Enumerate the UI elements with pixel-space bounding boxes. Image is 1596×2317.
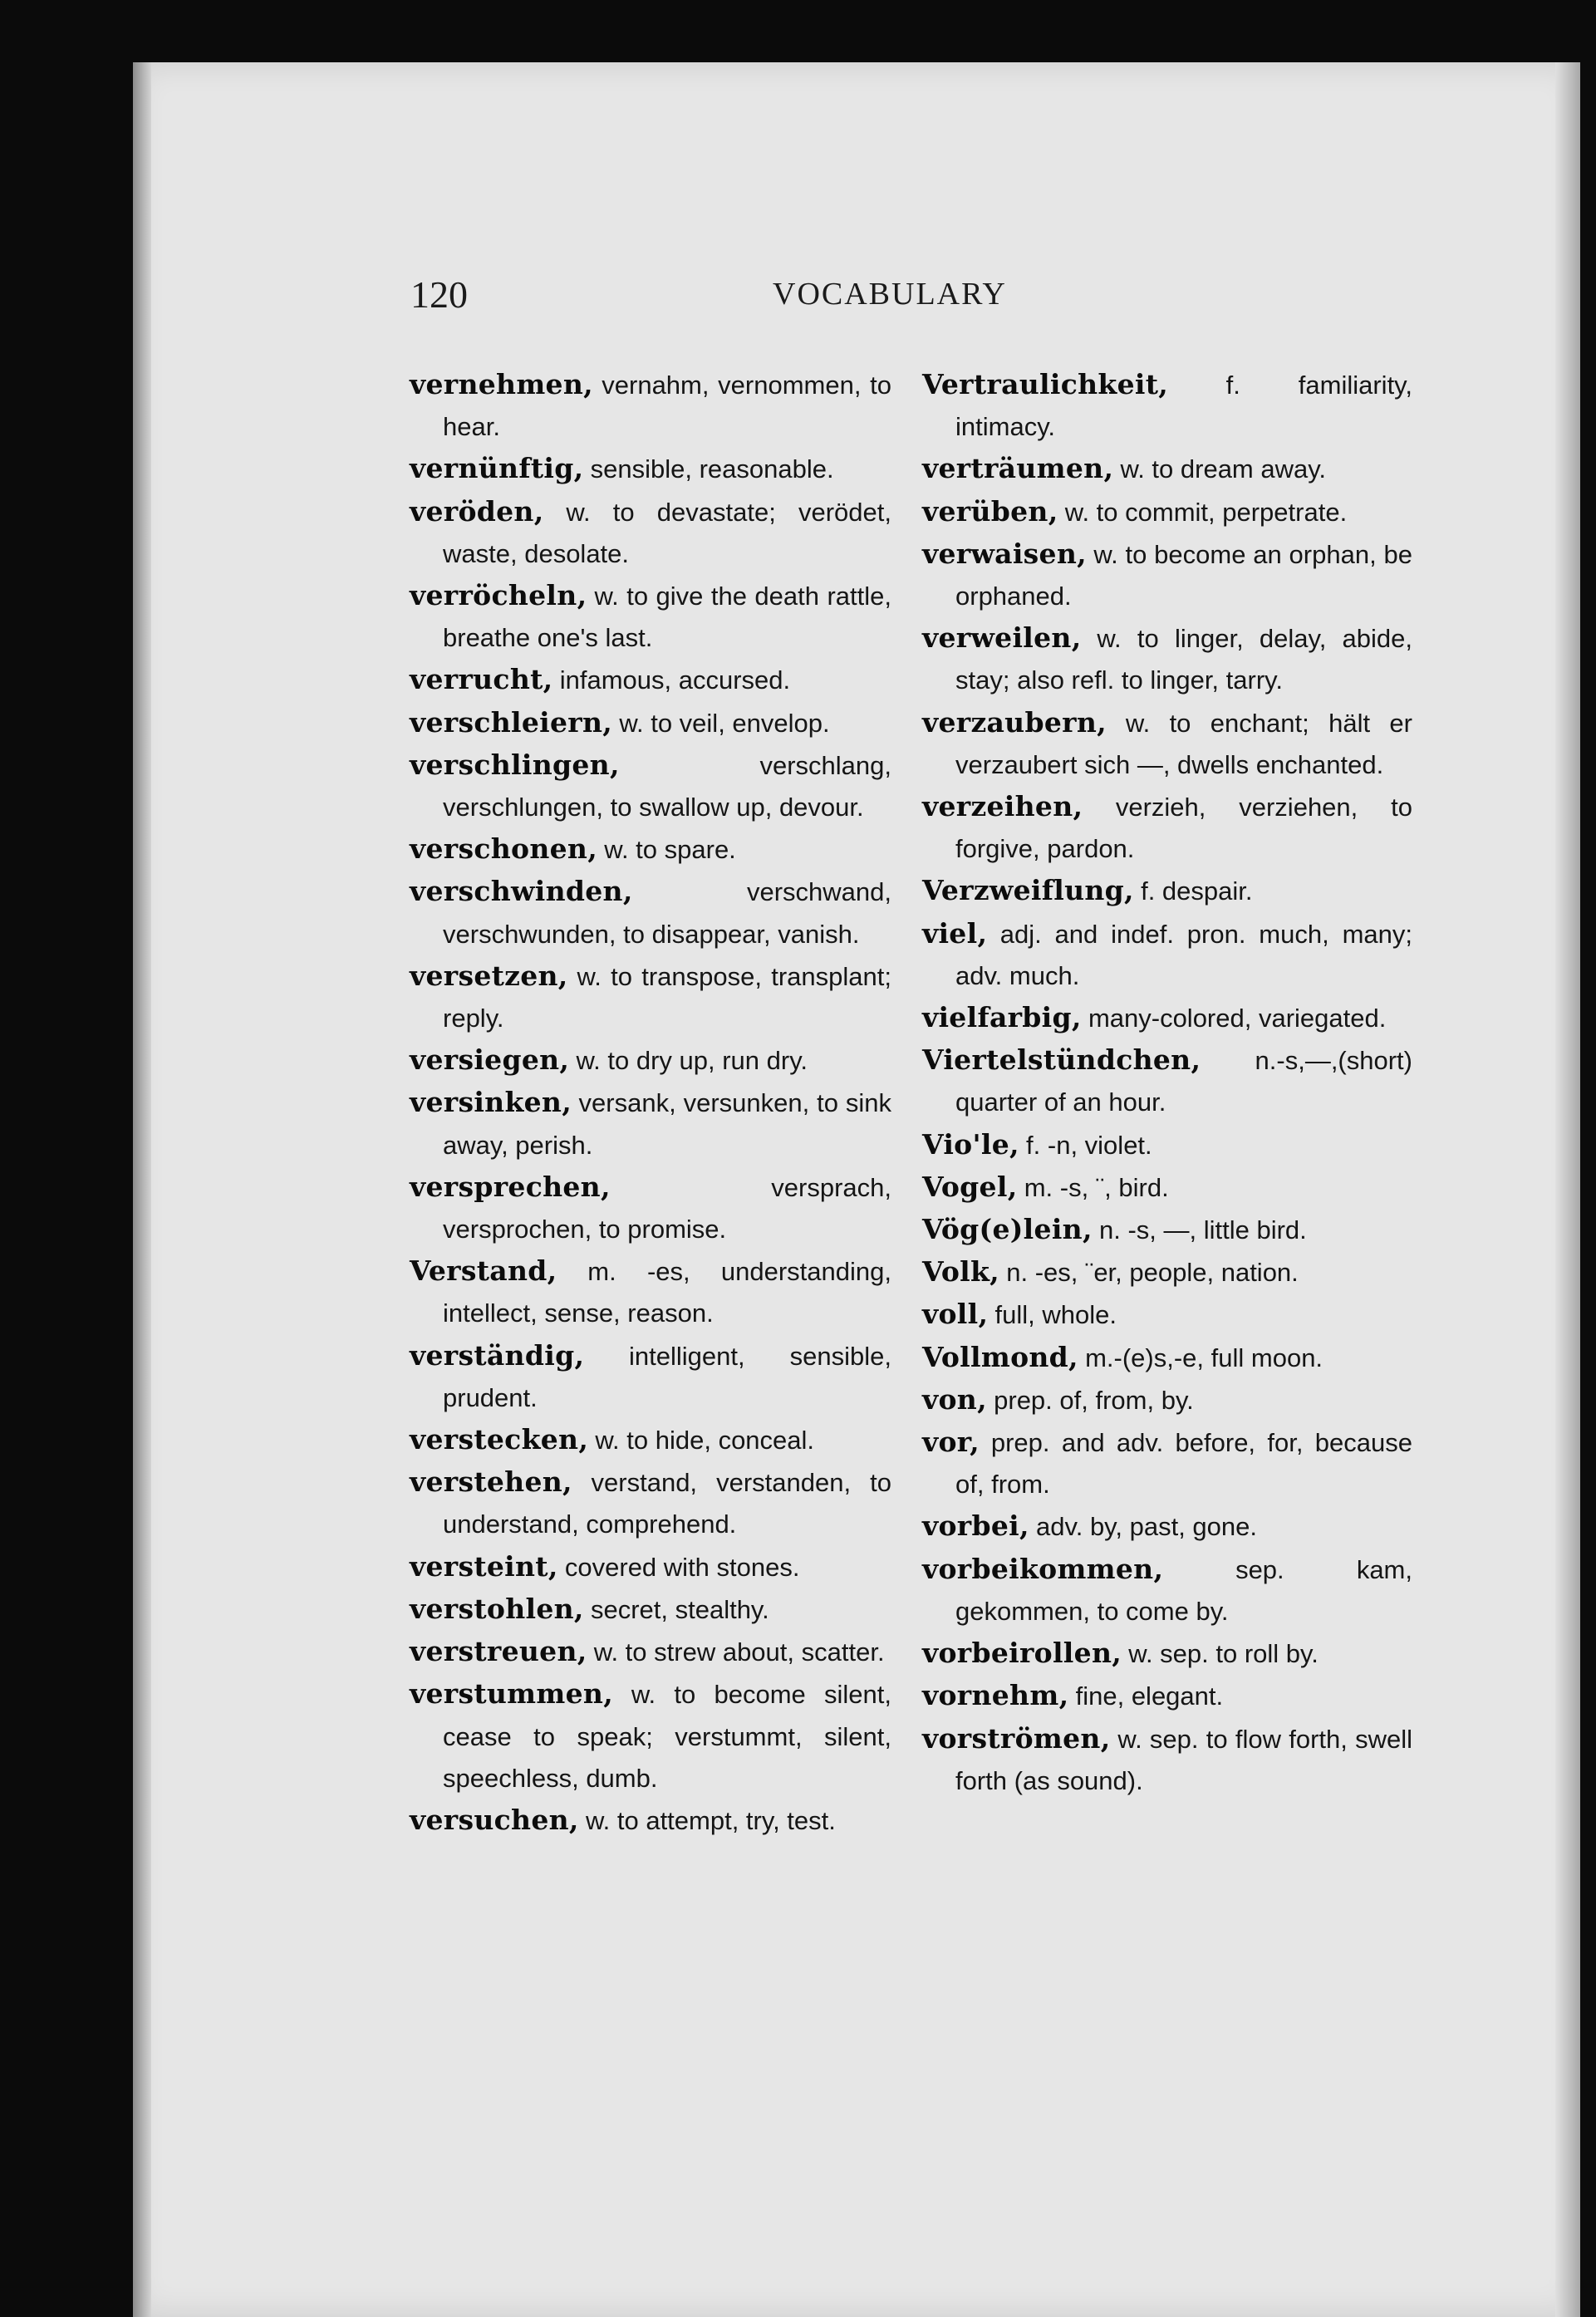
vocab-entry (410, 871, 891, 955)
headword: verstecken, (410, 1423, 589, 1456)
definition: secret, stealthy. (590, 1594, 769, 1624)
definition: vernahm, vernommen, to hear. (443, 371, 891, 442)
vocab-entry (922, 1293, 1412, 1336)
definition: w. to transpose, transplant; reply. (443, 961, 891, 1033)
definition: sensible, reasonable. (590, 454, 834, 484)
definition: verzieh, verziehen, to forgive, pardon. (955, 793, 1413, 864)
definition: covered with stones. (564, 1552, 800, 1582)
definition: m. -es, understanding, intellect, sense, reason. (443, 1257, 891, 1328)
headword: von, (922, 1382, 987, 1416)
headword: verzaubern, (922, 705, 1107, 739)
vocab-entry (922, 913, 1412, 997)
definition: versank, versunken, to sink away, perish. (443, 1088, 891, 1160)
definition: verschlang, verschlungen, to swallow up, devour. (443, 750, 891, 822)
definition: n. -es, ¨er, people, nation. (1006, 1258, 1299, 1288)
vocab-entry (410, 1799, 891, 1842)
vocab-entry (922, 617, 1412, 701)
definition: intelligent, sensible, prudent. (443, 1341, 891, 1412)
page-gutter-edge (133, 62, 151, 2317)
headword: verschonen, (410, 832, 598, 866)
vocab-entry (922, 870, 1412, 912)
headword: vernehmen, (410, 368, 593, 400)
definition: w. to spare. (604, 835, 736, 865)
headword: verstehen, (410, 1465, 572, 1499)
headword: vor, (922, 1426, 980, 1459)
vocab-entry (410, 1250, 891, 1334)
headword: voll, (922, 1298, 989, 1331)
vocab-entry (922, 1549, 1412, 1632)
definition: w. to hide, conceal. (595, 1426, 815, 1455)
vocab-entry (922, 1124, 1412, 1166)
vocab-entry (922, 491, 1412, 533)
definition: w. to enchant; hält er verzaubert sich —, dwells enchanted. (955, 708, 1412, 779)
definition: w. to strew about, scatter. (593, 1637, 885, 1667)
definition: w. to dry up, run dry. (576, 1046, 808, 1076)
vocab-entry (922, 786, 1412, 870)
definition: w. sep. to flow forth, swell forth (as sound). (955, 1724, 1413, 1795)
vocab-entry (410, 1461, 891, 1545)
headword: vorströmen, (922, 1721, 1111, 1755)
definition: w. to give the death rattle, breathe one's last. (443, 582, 892, 653)
definition: infamous, accursed. (559, 665, 791, 695)
definition: n.-s,—,(short) quarter of an hour. (955, 1046, 1412, 1117)
page-number: 120 (410, 273, 468, 316)
headword: verrucht, (410, 663, 553, 696)
headword: verstohlen, (410, 1592, 584, 1625)
headword: Vollmond, (922, 1340, 1078, 1373)
headword: versprechen, (410, 1170, 611, 1203)
vocab-entry (410, 659, 891, 701)
vocab-entry (410, 1419, 891, 1461)
headword: versinken, (410, 1086, 572, 1119)
vocab-entry (922, 1039, 1412, 1123)
vocab-entry (410, 744, 891, 828)
vocab-entry (410, 1335, 891, 1419)
definition: prep. of, from, by. (994, 1385, 1194, 1415)
definition: w. sep. to roll by. (1128, 1639, 1319, 1669)
headword: verwaisen, (922, 537, 1087, 570)
right-column (922, 364, 1412, 1802)
vocab-entry (922, 1251, 1412, 1293)
definition: verstand, verstanden, to understand, comprehend. (443, 1468, 891, 1539)
definition: w. to devastate; verödet, waste, desolate. (443, 497, 891, 568)
vocab-entry (922, 1505, 1412, 1548)
page-outer-edge (1555, 62, 1580, 2317)
left-column (410, 364, 891, 1842)
definition: m. -s, ¨, bird. (1024, 1172, 1169, 1202)
definition: w. to linger, delay, abide, stay; also refl. to linger, tarry. (955, 624, 1413, 695)
vocab-entry (410, 955, 891, 1039)
vocab-entry (922, 1421, 1412, 1505)
vocab-entry (922, 1379, 1412, 1421)
headword: vielfarbig, (922, 1001, 1082, 1034)
vocab-entry (922, 702, 1412, 786)
vocab-entry (410, 364, 891, 448)
vocab-entry (410, 491, 891, 575)
definition: sep. kam, gekommen, to come by. (955, 1554, 1412, 1626)
definition: f. despair. (1141, 876, 1253, 906)
vocab-entry (922, 533, 1412, 617)
definition: w. to attempt, try, test. (585, 1805, 836, 1835)
vocab-entry (922, 1337, 1412, 1379)
headword: versiegen, (410, 1043, 570, 1077)
headword: Vertraulichkeit, (922, 368, 1169, 400)
headword: vorbeirollen, (922, 1637, 1122, 1670)
headword: viel, (922, 916, 988, 950)
headword: Volk, (922, 1255, 999, 1289)
definition: adv. by, past, gone. (1036, 1512, 1257, 1542)
vocab-entry (922, 448, 1412, 490)
vocab-entry (922, 997, 1412, 1039)
headword: vernünftig, (410, 452, 584, 485)
headword: Vög(e)lein, (922, 1213, 1093, 1246)
definition: w. to veil, envelop. (619, 708, 830, 738)
vocab-entry (410, 702, 891, 744)
headword: verschleiern, (410, 705, 613, 739)
headword: veröden, (410, 494, 544, 528)
definition: w. to commit, perpetrate. (1064, 497, 1348, 527)
headword: versuchen, (410, 1803, 579, 1836)
definition: full, whole. (994, 1300, 1117, 1330)
running-title: VOCABULARY (773, 277, 1007, 312)
definition: prep. and adv. before, for, because of, from. (955, 1428, 1412, 1500)
headword: verstreuen, (410, 1635, 587, 1668)
headword: verstummen, (410, 1677, 613, 1711)
vocab-entry (410, 1082, 891, 1166)
headword: verzeihen, (922, 790, 1083, 823)
vocab-entry (410, 1588, 891, 1631)
definition: many-colored, variegated. (1088, 1004, 1387, 1033)
page-header (0, 272, 1596, 322)
headword: verträumen, (922, 452, 1114, 485)
definition: m.-(e)s,-e, full moon. (1085, 1343, 1323, 1372)
definition: f. -n, violet. (1026, 1130, 1152, 1160)
headword: Verzweiflung, (922, 874, 1134, 907)
headword: Vio'le, (922, 1127, 1019, 1161)
headword: versetzen, (410, 959, 568, 992)
definition: w. to become an orphan, be orphaned. (955, 539, 1412, 611)
vocab-entry (410, 1039, 891, 1082)
vocab-entry (922, 1632, 1412, 1675)
vocab-entry (410, 448, 891, 490)
headword: versteint, (410, 1549, 558, 1583)
definition: fine, elegant. (1075, 1681, 1224, 1711)
headword: verweilen, (922, 621, 1082, 655)
vocab-entry (922, 1166, 1412, 1209)
definition: w. to dream away. (1120, 454, 1327, 484)
headword: Verstand, (410, 1254, 557, 1288)
vocab-entry (410, 575, 891, 659)
headword: verständig, (410, 1338, 585, 1372)
headword: verschlingen, (410, 748, 620, 781)
vocab-entry (410, 1166, 891, 1250)
vocab-entry (410, 1673, 891, 1799)
definition: adj. and indef. pron. much, many; adv. much. (955, 919, 1412, 990)
vocab-entry (922, 364, 1412, 448)
vocab-entry (410, 828, 891, 871)
headword: verüben, (922, 494, 1058, 528)
headword: vorbeikommen, (922, 1552, 1164, 1585)
vocab-entry (410, 1546, 891, 1588)
headword: vorbei, (922, 1509, 1029, 1543)
definition: w. to become silent, cease to speak; verstummt, silent, speechless, dumb. (443, 1680, 892, 1793)
headword: vornehm, (922, 1679, 1069, 1712)
definition: n. -s, —, little bird. (1098, 1215, 1307, 1245)
definition: verschwand, verschwunden, to disappear, vanish. (443, 877, 891, 949)
definition: f. familiarity, intimacy. (955, 371, 1412, 442)
vocab-entry (922, 1209, 1412, 1251)
vocab-entry (410, 1631, 891, 1673)
vocab-entry (922, 1675, 1412, 1717)
headword: verschwinden, (410, 875, 633, 908)
definition: versprach, versprochen, to promise. (443, 1172, 891, 1244)
headword: Viertelstündchen, (922, 1043, 1201, 1077)
vocab-entry (922, 1718, 1412, 1802)
headword: verröcheln, (410, 579, 587, 612)
headword: Vogel, (922, 1170, 1018, 1203)
